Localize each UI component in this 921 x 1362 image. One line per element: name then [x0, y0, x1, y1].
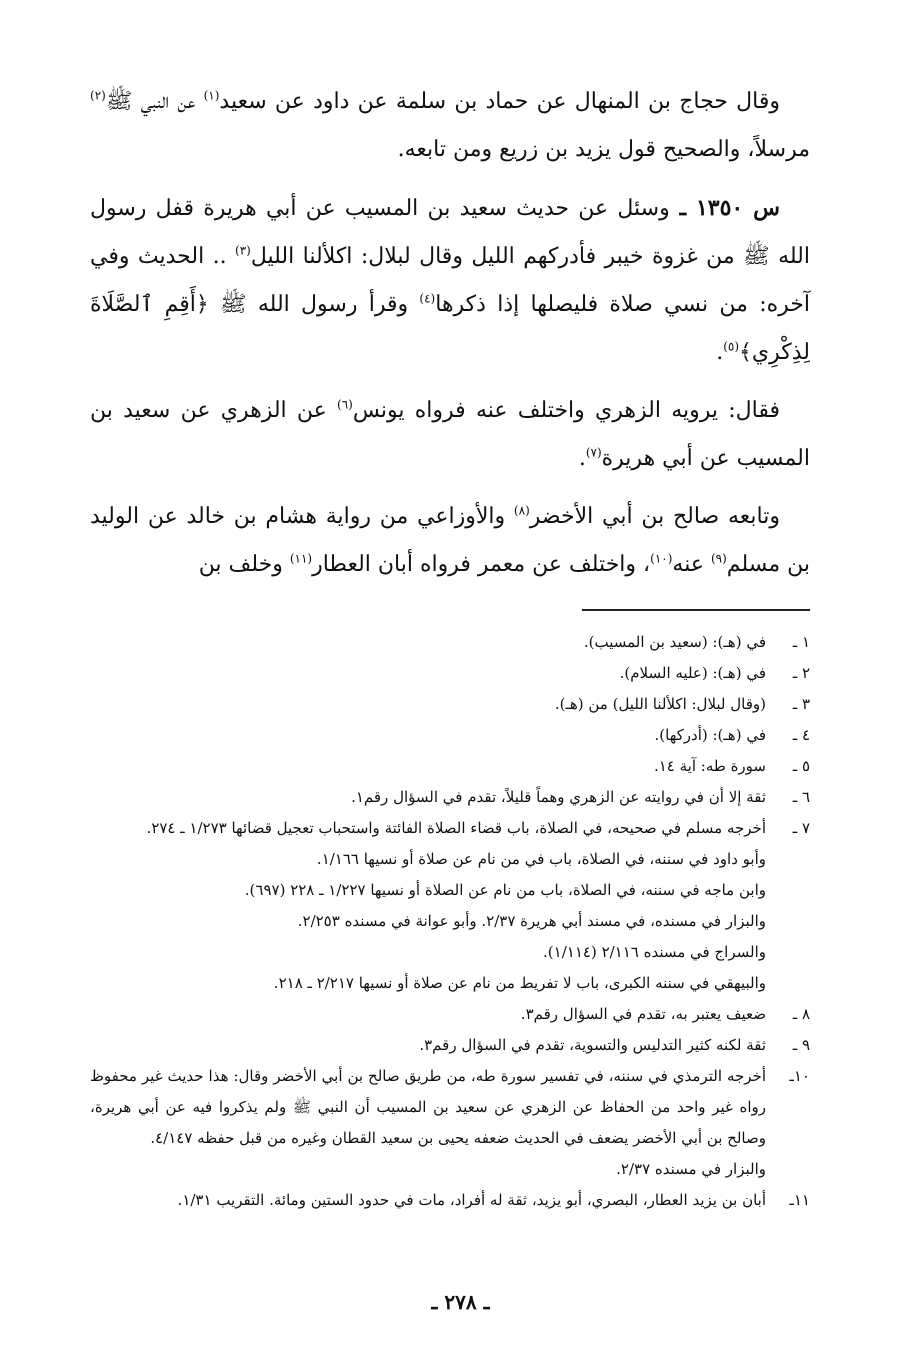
- footnote: [90, 658, 810, 689]
- footnote-number: ٦ ـ: [792, 788, 810, 806]
- footnote-marker: (١٠): [650, 551, 673, 566]
- text-run: .. الحديث وفي آخره: من نسي صلاة فليصلها إذا ذكرها: [90, 244, 810, 317]
- footnote-number: ٧ ـ: [792, 819, 810, 837]
- footnote-marker: (٣): [235, 243, 251, 258]
- footnote-line: (وقال لبلال: اكلألنا الليل) من (هـ).: [554, 695, 766, 713]
- footnote-line: والبزار في مسنده ٢/٣٧.: [616, 1160, 766, 1178]
- footnote-body: [90, 751, 766, 782]
- footnote-line: أخرجه مسلم في صحيحه، في الصلاة، باب قضاء الصلاة الفائتة واستحباب تعجيل قضائها ١/٢٧٣ ـ ٢٧٤.: [146, 819, 766, 837]
- footnote: [90, 627, 810, 658]
- text-run: وسئل عن حديث سعيد بن المسيب عن أبي هريرة قفل رسول الله ﷺ من غزوة خيبر فأدركهم الليل وقال لبلال: اكلألنا الليل: [90, 196, 810, 269]
- footnote: [90, 1061, 810, 1185]
- paragraph: [90, 78, 810, 174]
- text-run: عن الزهري عن سعيد بن المسيب عن أبي هريرة: [90, 398, 810, 471]
- text-run: وخلف بن: [198, 552, 290, 577]
- footnote-line: في (هـ): (أدركها).: [654, 726, 766, 744]
- footnote-marker: (١١): [289, 551, 313, 566]
- footnote-line: وابن ماجه في سننه، في الصلاة، باب من نام عن الصلاة أو نسيها ١/٢٢٧ ـ ٢٢٨ (٦٩٧).: [244, 881, 766, 899]
- text-run: عن النبي ﷺ: [105, 89, 204, 114]
- footnote: [90, 813, 810, 999]
- footnote-list: [90, 627, 810, 1216]
- footnote: [90, 689, 810, 720]
- question-number: س ١٣٥٠ ـ: [669, 195, 781, 221]
- footnote-number: ١١ـ: [789, 1191, 810, 1209]
- footnote: [90, 720, 810, 751]
- footnote-marker: (٥): [723, 339, 740, 354]
- footnote: [90, 782, 810, 813]
- footnote: [90, 1030, 810, 1061]
- text-run: وقرأ رسول الله ﷺ ﴿أَقِمِ ٱلصَّلَاةَ لِذِكْرِي﴾: [90, 292, 810, 365]
- text-run: والأوزاعي من رواية هشام بن خالد عن الوليد بن مسلم: [90, 504, 810, 577]
- footnote-body: [90, 720, 766, 751]
- paragraph: [90, 387, 810, 483]
- footnote-line: ضعيف يعتبر به، تقدم في السؤال رقم٣.: [520, 1005, 766, 1023]
- footnote-number: ٥ ـ: [792, 757, 810, 775]
- footnote-line: والسراج في مسنده ٢/١١٦ (١/١١٤).: [543, 943, 766, 961]
- footnote-body: [90, 1030, 766, 1061]
- footnote-marker: (٦): [337, 397, 353, 412]
- footnote-body: [90, 813, 766, 999]
- footnote-marker: (٢): [90, 88, 106, 103]
- footnote: [90, 999, 810, 1030]
- footnote: [90, 751, 810, 782]
- footnote-number: ٢ ـ: [792, 664, 810, 682]
- page-content: [90, 78, 810, 1216]
- footnote-marker: (٩): [710, 551, 727, 566]
- footnote-marker: (٤): [419, 291, 436, 306]
- footnote-line: وأبو داود في سننه، في الصلاة، باب في من نام عن صلاة أو نسيها ١/١٦٦.: [316, 850, 766, 868]
- text-run: فقال: يرويه الزهري واختلف عنه فرواه يونس: [352, 398, 781, 423]
- footnote-line: في (هـ): (سعيد بن المسيب).: [583, 633, 766, 651]
- text-run: مرسلاً، والصحيح قول يزيد بن زريع ومن تابعه.: [397, 137, 810, 162]
- footnote-body: [90, 999, 766, 1030]
- footnote-body: [90, 627, 766, 658]
- paragraph: [90, 184, 810, 377]
- footnote: [90, 1185, 810, 1216]
- text-run: وتابعه صالح بن أبي الأخضر: [529, 504, 780, 529]
- footnote-number: ١٠ـ: [789, 1067, 810, 1085]
- footnote-body: [90, 1185, 766, 1216]
- footnote-line: ثقة إلا أن في روايته عن الزهري وهماً قليلاً، تقدم في السؤال رقم١.: [351, 788, 766, 806]
- footnote-line: أبان بن يزيد العطار، البصري، أبو يزيد، ثقة له أفراد، مات في حدود الستين ومائة. التقريب ١/٣١.: [177, 1191, 766, 1209]
- footnote-separator: [582, 609, 810, 611]
- main-text: [90, 78, 810, 589]
- footnote-line: والبزار في مسنده، في مسند أبي هريرة ٢/٣٧. وأبو عوانة في مسنده ٢/٢٥٣.: [297, 912, 766, 930]
- page-number: ـ ٢٧٨ ـ: [431, 1290, 490, 1314]
- footnote-number: ٩ ـ: [792, 1036, 810, 1054]
- footnote-number: ١ ـ: [792, 633, 810, 651]
- footnote-line: سورة طه: آية ١٤.: [653, 757, 766, 775]
- footnote-line: ثقة لكنه كثير التدليس والتسوية، تقدم في السؤال رقم٣.: [419, 1036, 766, 1054]
- footnote-line: في (هـ): (عليه السلام).: [619, 664, 766, 682]
- text-run: عنه: [672, 552, 711, 577]
- footnote-marker: (٨): [513, 503, 530, 518]
- footnote-marker: (١): [203, 88, 220, 103]
- footnote-number: ٤ ـ: [792, 726, 810, 744]
- text-run: .: [716, 340, 724, 365]
- footnote-number: ٣ ـ: [792, 695, 810, 713]
- footnote-marker: (٧): [585, 445, 602, 460]
- footnote-body: [90, 1061, 766, 1185]
- text-run: ، واختلف عن معمر فرواه أبان العطار: [312, 552, 651, 577]
- text-run: وقال حجاج بن المنهال عن حماد بن سلمة عن داود عن سعيد: [219, 89, 781, 114]
- footnote-body: [90, 782, 766, 813]
- footnote-number: ٨ ـ: [792, 1005, 810, 1023]
- footnote-line: والبيهقي في سننه الكبرى، باب لا تفريط من نام عن صلاة أو نسيها ٢/٢١٧ ـ ٢١٨.: [273, 974, 766, 992]
- footnote-body: [90, 689, 766, 720]
- text-run: .: [578, 446, 586, 471]
- footnote-line: أخرجه الترمذي في سننه، في تفسير سورة طه، من طريق صالح بن أبي الأخضر وقال: هذا حديث غير محفوظ رواه غير واحد من الحفاظ عن الزهري عن سعيد بن المسيب أن النبي ﷺ ولم يذكروا فيه عن أبي هريرة، وصالح بن أبي الأخضر يضعف في الحديث ضعفه يحيى بن سعيد القطان وغيره من قبل حفظه ٤/١٤٧.: [90, 1067, 766, 1147]
- footnote-body: [90, 658, 766, 689]
- paragraph: [90, 493, 810, 589]
